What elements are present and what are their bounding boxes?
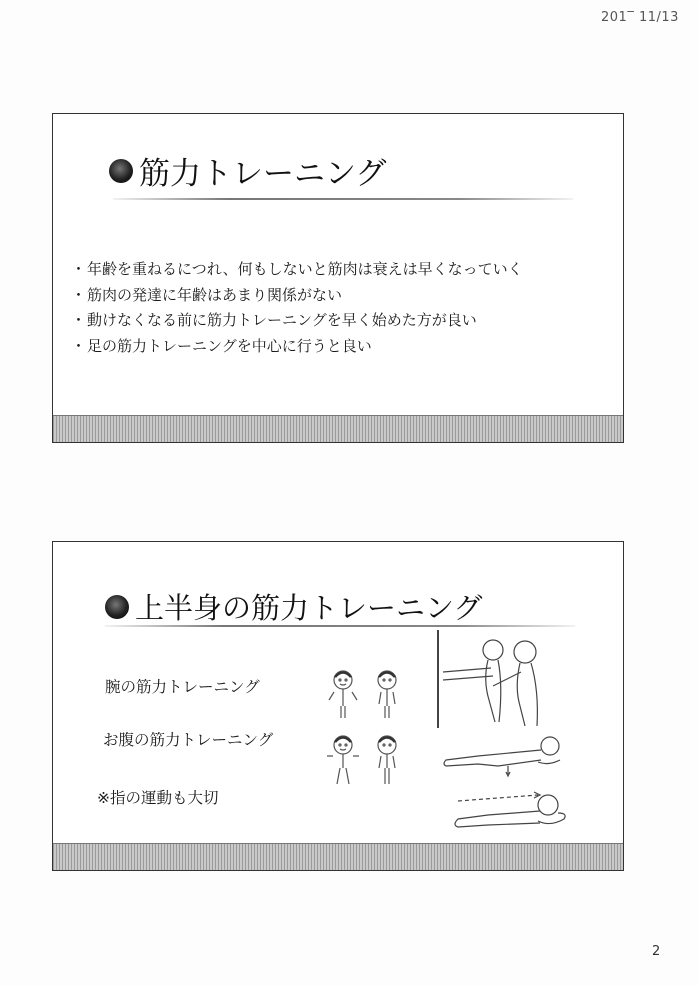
slide-2-title-text: 上半身の筋力トレーニング [135,591,483,625]
kids-arm-exercise-illustration [323,660,419,790]
lying-leg-illustration [448,787,578,837]
bullet-item: ・ 筋肉の発達に年齢はあまり関係がない [71,283,523,309]
arm-training-label: 腕の筋力トレーニング [105,678,260,696]
slide-1-title [109,148,386,193]
bullet-item: ・ 年齢を重ねるにつれ、何もしないと筋肉は衰えは早くなっていく [71,257,523,283]
date-stamp: 201‾ 11/13 [601,10,679,25]
finger-exercise-note: ※指の運動も大切 [97,789,219,807]
slide-2 [52,541,624,871]
page-number: 2 [652,944,661,959]
bullet-item: ・ 足の筋力トレーニングを中心に行うと良い [71,334,523,360]
title-underline [105,625,575,627]
slide-footer-band [53,415,623,442]
bullet-circle-icon [105,595,129,619]
lying-abdominal-illustration [438,732,568,782]
slide-footer-band [53,843,623,870]
bullet-circle-icon [109,159,133,183]
wall-push-illustration [433,630,553,730]
slide-2-title [105,586,482,627]
abdomen-training-label: お腹の筋力トレーニング [103,731,274,749]
slide-1-title-text: 筋力トレーニング [139,156,387,192]
bullet-list [71,257,523,359]
slide-1 [52,113,624,443]
title-underline [113,198,573,200]
bullet-item: ・ 動けなくなる前に筋力トレーニングを早く始めた方が良い [71,308,523,334]
